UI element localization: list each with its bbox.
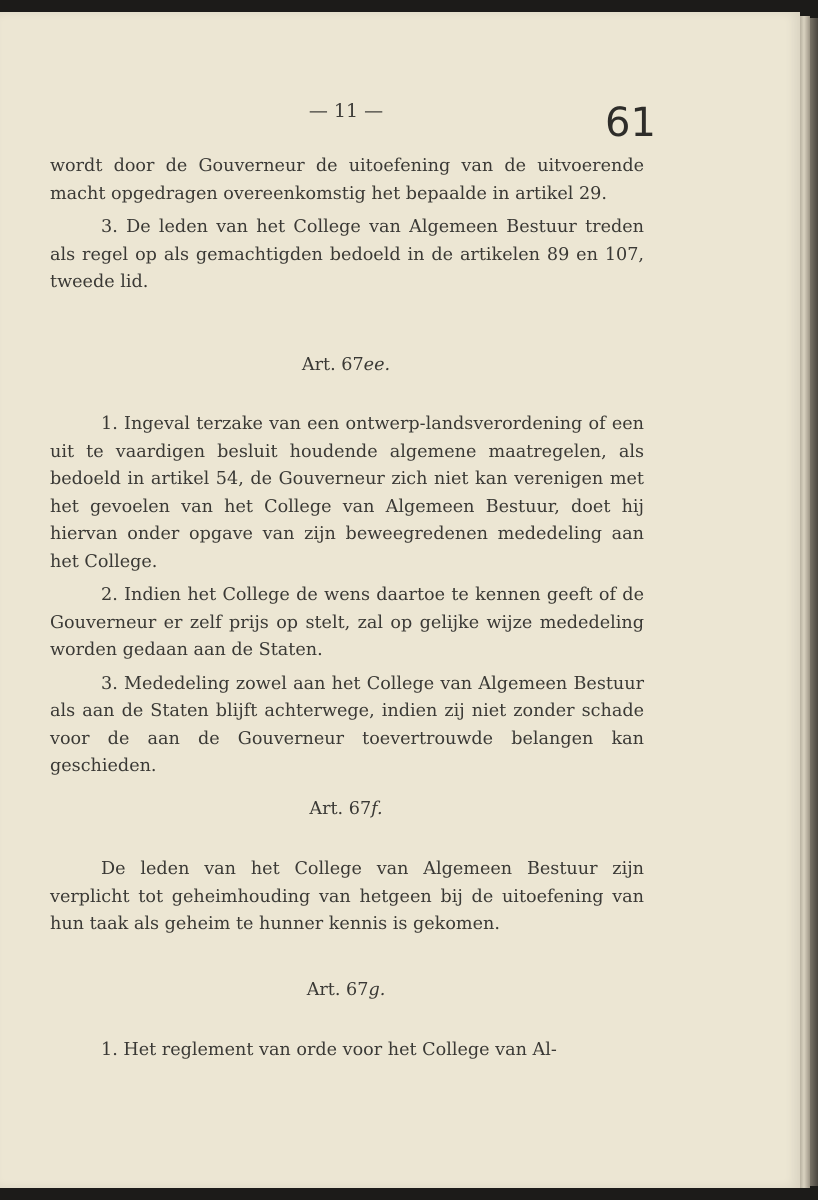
paragraph-item-3b: 3. Mededeling zowel aan het College van Algemeen Bestuur als aan de Staten blijft achterwege, indien zij niet zonder schade voor de aan de Gouverneur toevertrouwde belangen kan geschieden. bbox=[50, 673, 644, 776]
article-heading-prefix: Art. 67 bbox=[306, 980, 369, 1000]
paragraph-item-3: 3. De leden van het College van Algemeen Bestuur treden als regel op als gemachtigden bedoeld in de artikelen 89 en 107, tweede lid. bbox=[50, 217, 644, 292]
text-block-3 bbox=[50, 856, 644, 939]
paragraph-continuation: wordt door de Gouverneur de uitoefening van de uitvoerende macht opgedragen overeenkomstig het bepaalde in artikel 29. bbox=[50, 156, 644, 204]
article-heading-prefix: Art. 67 bbox=[301, 355, 364, 375]
paragraph-reglement: 1. Het reglement van orde voor het College van Al- bbox=[101, 1040, 557, 1060]
page-number-stamp: 61 bbox=[605, 100, 656, 146]
article-heading-67ee bbox=[0, 355, 692, 375]
article-heading-prefix: Art. 67 bbox=[309, 799, 372, 819]
text-block-2 bbox=[50, 411, 644, 781]
paragraph-item-1: 1. Ingeval terzake van een ontwerp-landsverordening of een uit te vaardigen besluit houdende algemene maatregelen, als bedoeld in artikel 54, de Gouverneur zich niet kan verenigen met het gevoelen van het College van Algemeen Bestuur, doet hij hiervan onder opgave van zijn beweegredenen mededeling aan het College. bbox=[50, 414, 644, 572]
paragraph-item-2: 2. Indien het College de wens daartoe te kennen geeft of de Gouverneur er zelf prijs op stelt, zal op gelijke wijze mededeling worden gedaan aan de Staten. bbox=[50, 585, 644, 660]
article-heading-suffix: ee. bbox=[363, 355, 391, 375]
article-heading-67f bbox=[0, 799, 692, 819]
text-block-4 bbox=[50, 1037, 644, 1065]
paragraph-secrecy: De leden van het College van Algemeen Bestuur zijn verplicht tot geheimhouding van hetgeen bij de uitoefening van hun taak als geheim te hunner kennis is gekomen. bbox=[50, 859, 644, 934]
page-edge bbox=[800, 16, 810, 1188]
text-block-1 bbox=[50, 153, 644, 297]
article-heading-suffix: g. bbox=[368, 980, 386, 1000]
article-heading-67g bbox=[0, 980, 692, 1000]
book-page bbox=[0, 12, 800, 1188]
article-heading-suffix: f. bbox=[371, 799, 383, 819]
page-folio: — 11 — bbox=[308, 100, 384, 122]
page-edge-shadow bbox=[810, 18, 818, 1186]
